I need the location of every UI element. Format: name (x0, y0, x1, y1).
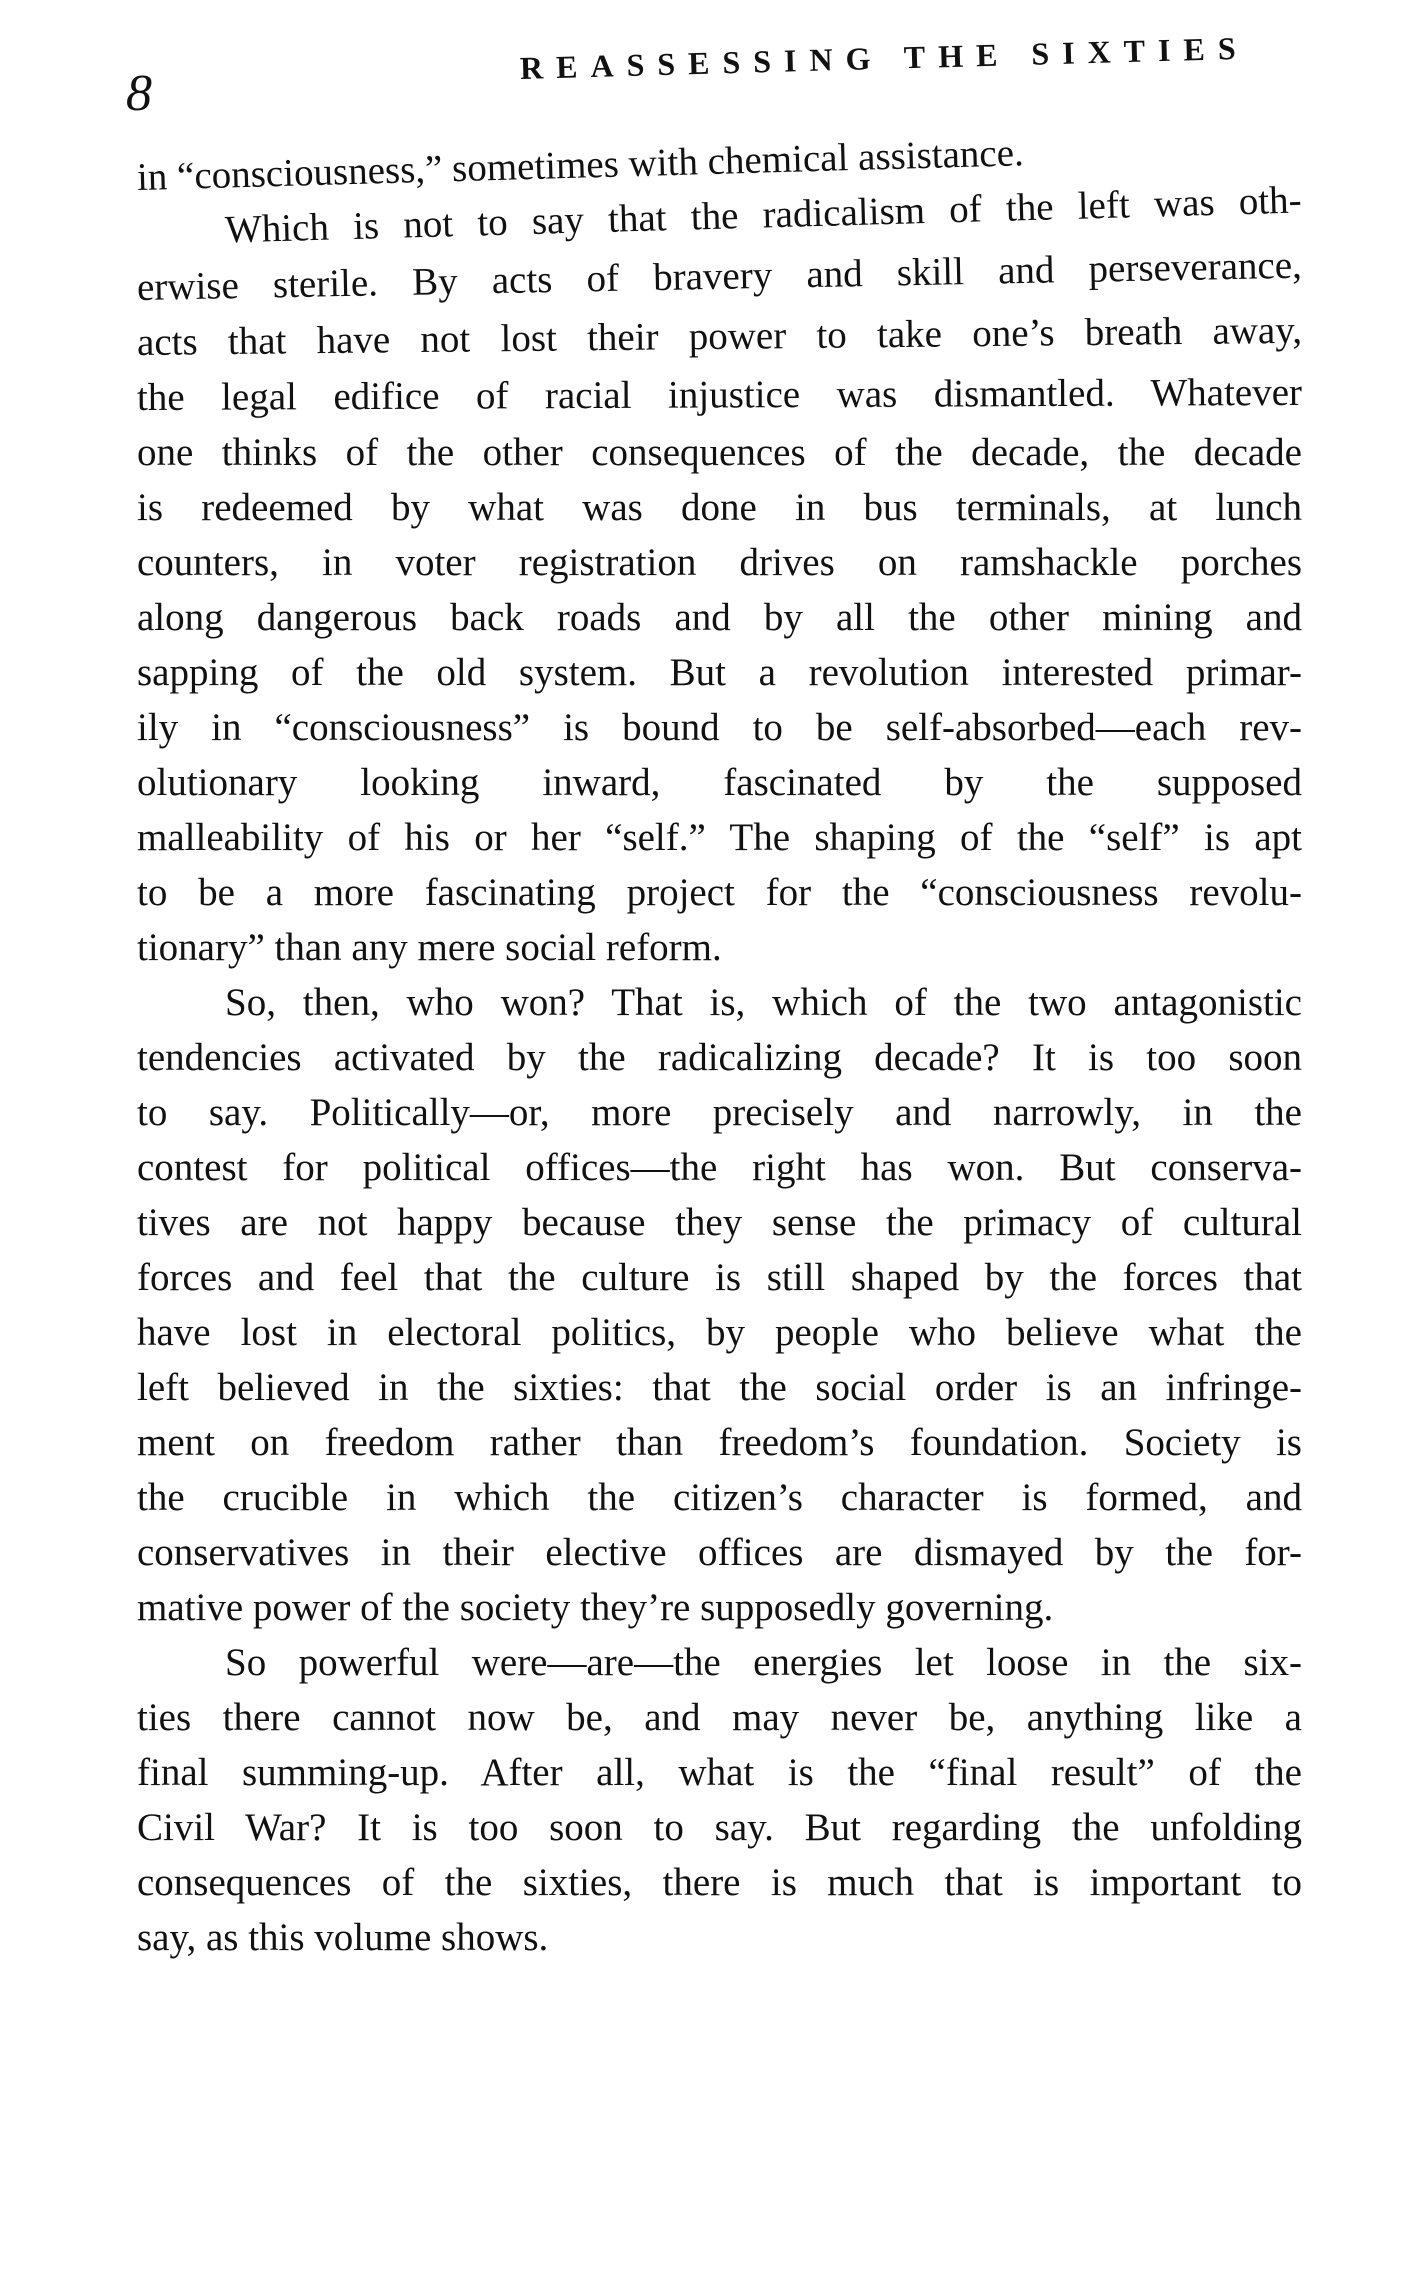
text-line: So, then, who won? That is, which of the two antagonistic (225, 981, 1302, 1024)
text-line: one thinks of the other consequences of the decade, the decade (137, 431, 1302, 474)
text-line: malleability of his or her “self.” The shaping of the “self” is apt (137, 816, 1302, 859)
text-line: olutionary looking inward, fascinated by the supposed (137, 761, 1302, 804)
text-line: mative power of the society they’re supposedly governing. (137, 1586, 1054, 1629)
text-line: So powerful were—are—the energies let loose in the six- (225, 1641, 1302, 1684)
text-line: acts that have not lost their power to take one’s breath away, (136, 308, 1303, 364)
text-line: tendencies activated by the radicalizing decade? It is too soon (137, 1036, 1302, 1079)
text-line: counters, in voter registration drives on ramshackle porches (137, 541, 1302, 584)
running-head: REASSESSING THE SIXTIES (519, 29, 1250, 86)
text-line: consequences of the sixties, there is much that is important to (137, 1861, 1302, 1904)
text-line: erwise sterile. By acts of bravery and skill and perseverance, (136, 243, 1303, 309)
text-line: ties there cannot now be, and may never be, anything like a (137, 1696, 1302, 1739)
text-line: Civil War? It is too soon to say. But regarding the unfolding (137, 1806, 1302, 1849)
text-line: is redeemed by what was done in bus terminals, at lunch (137, 486, 1302, 529)
text-line: left believed in the sixties: that the social order is an infringe- (137, 1366, 1302, 1409)
text-line: ment on freedom rather than freedom’s foundation. Society is (137, 1421, 1302, 1464)
text-line: have lost in electoral politics, by people who believe what the (137, 1311, 1302, 1354)
text-line: the crucible in which the citizen’s character is formed, and (137, 1476, 1302, 1519)
page-number: 8 (126, 65, 152, 122)
text-line: in “consciousness,” sometimes with chemical assistance. (136, 131, 1025, 199)
text-line: final summing-up. After all, what is the “final result” of the (137, 1751, 1302, 1794)
text-line: along dangerous back roads and by all the other mining and (137, 596, 1302, 639)
text-line: forces and feel that the culture is still shaped by the forces that (137, 1256, 1302, 1299)
text-line: tives are not happy because they sense the primacy of cultural (137, 1201, 1302, 1244)
text-line: Which is not to say that the radicalism of the left was oth- (224, 178, 1303, 252)
text-line: to say. Politically—or, more precisely and narrowly, in the (137, 1091, 1302, 1134)
text-line: sapping of the old system. But a revolution interested primar- (137, 651, 1302, 694)
text-line: ily in “consciousness” is bound to be self-absorbed—each rev- (137, 706, 1302, 749)
text-line: tionary” than any mere social reform. (137, 926, 722, 969)
text-line: contest for political offices—the right has won. But conserva- (137, 1146, 1302, 1189)
text-line: say, as this volume shows. (137, 1916, 549, 1959)
text-line: the legal edifice of racial injustice was dismantled. Whatever (136, 370, 1303, 419)
body-text (136, 131, 1303, 1965)
text-line: conservatives in their elective offices are dismayed by the for- (137, 1531, 1302, 1574)
text-line: to be a more fascinating project for the “consciousness revolu- (137, 871, 1302, 914)
